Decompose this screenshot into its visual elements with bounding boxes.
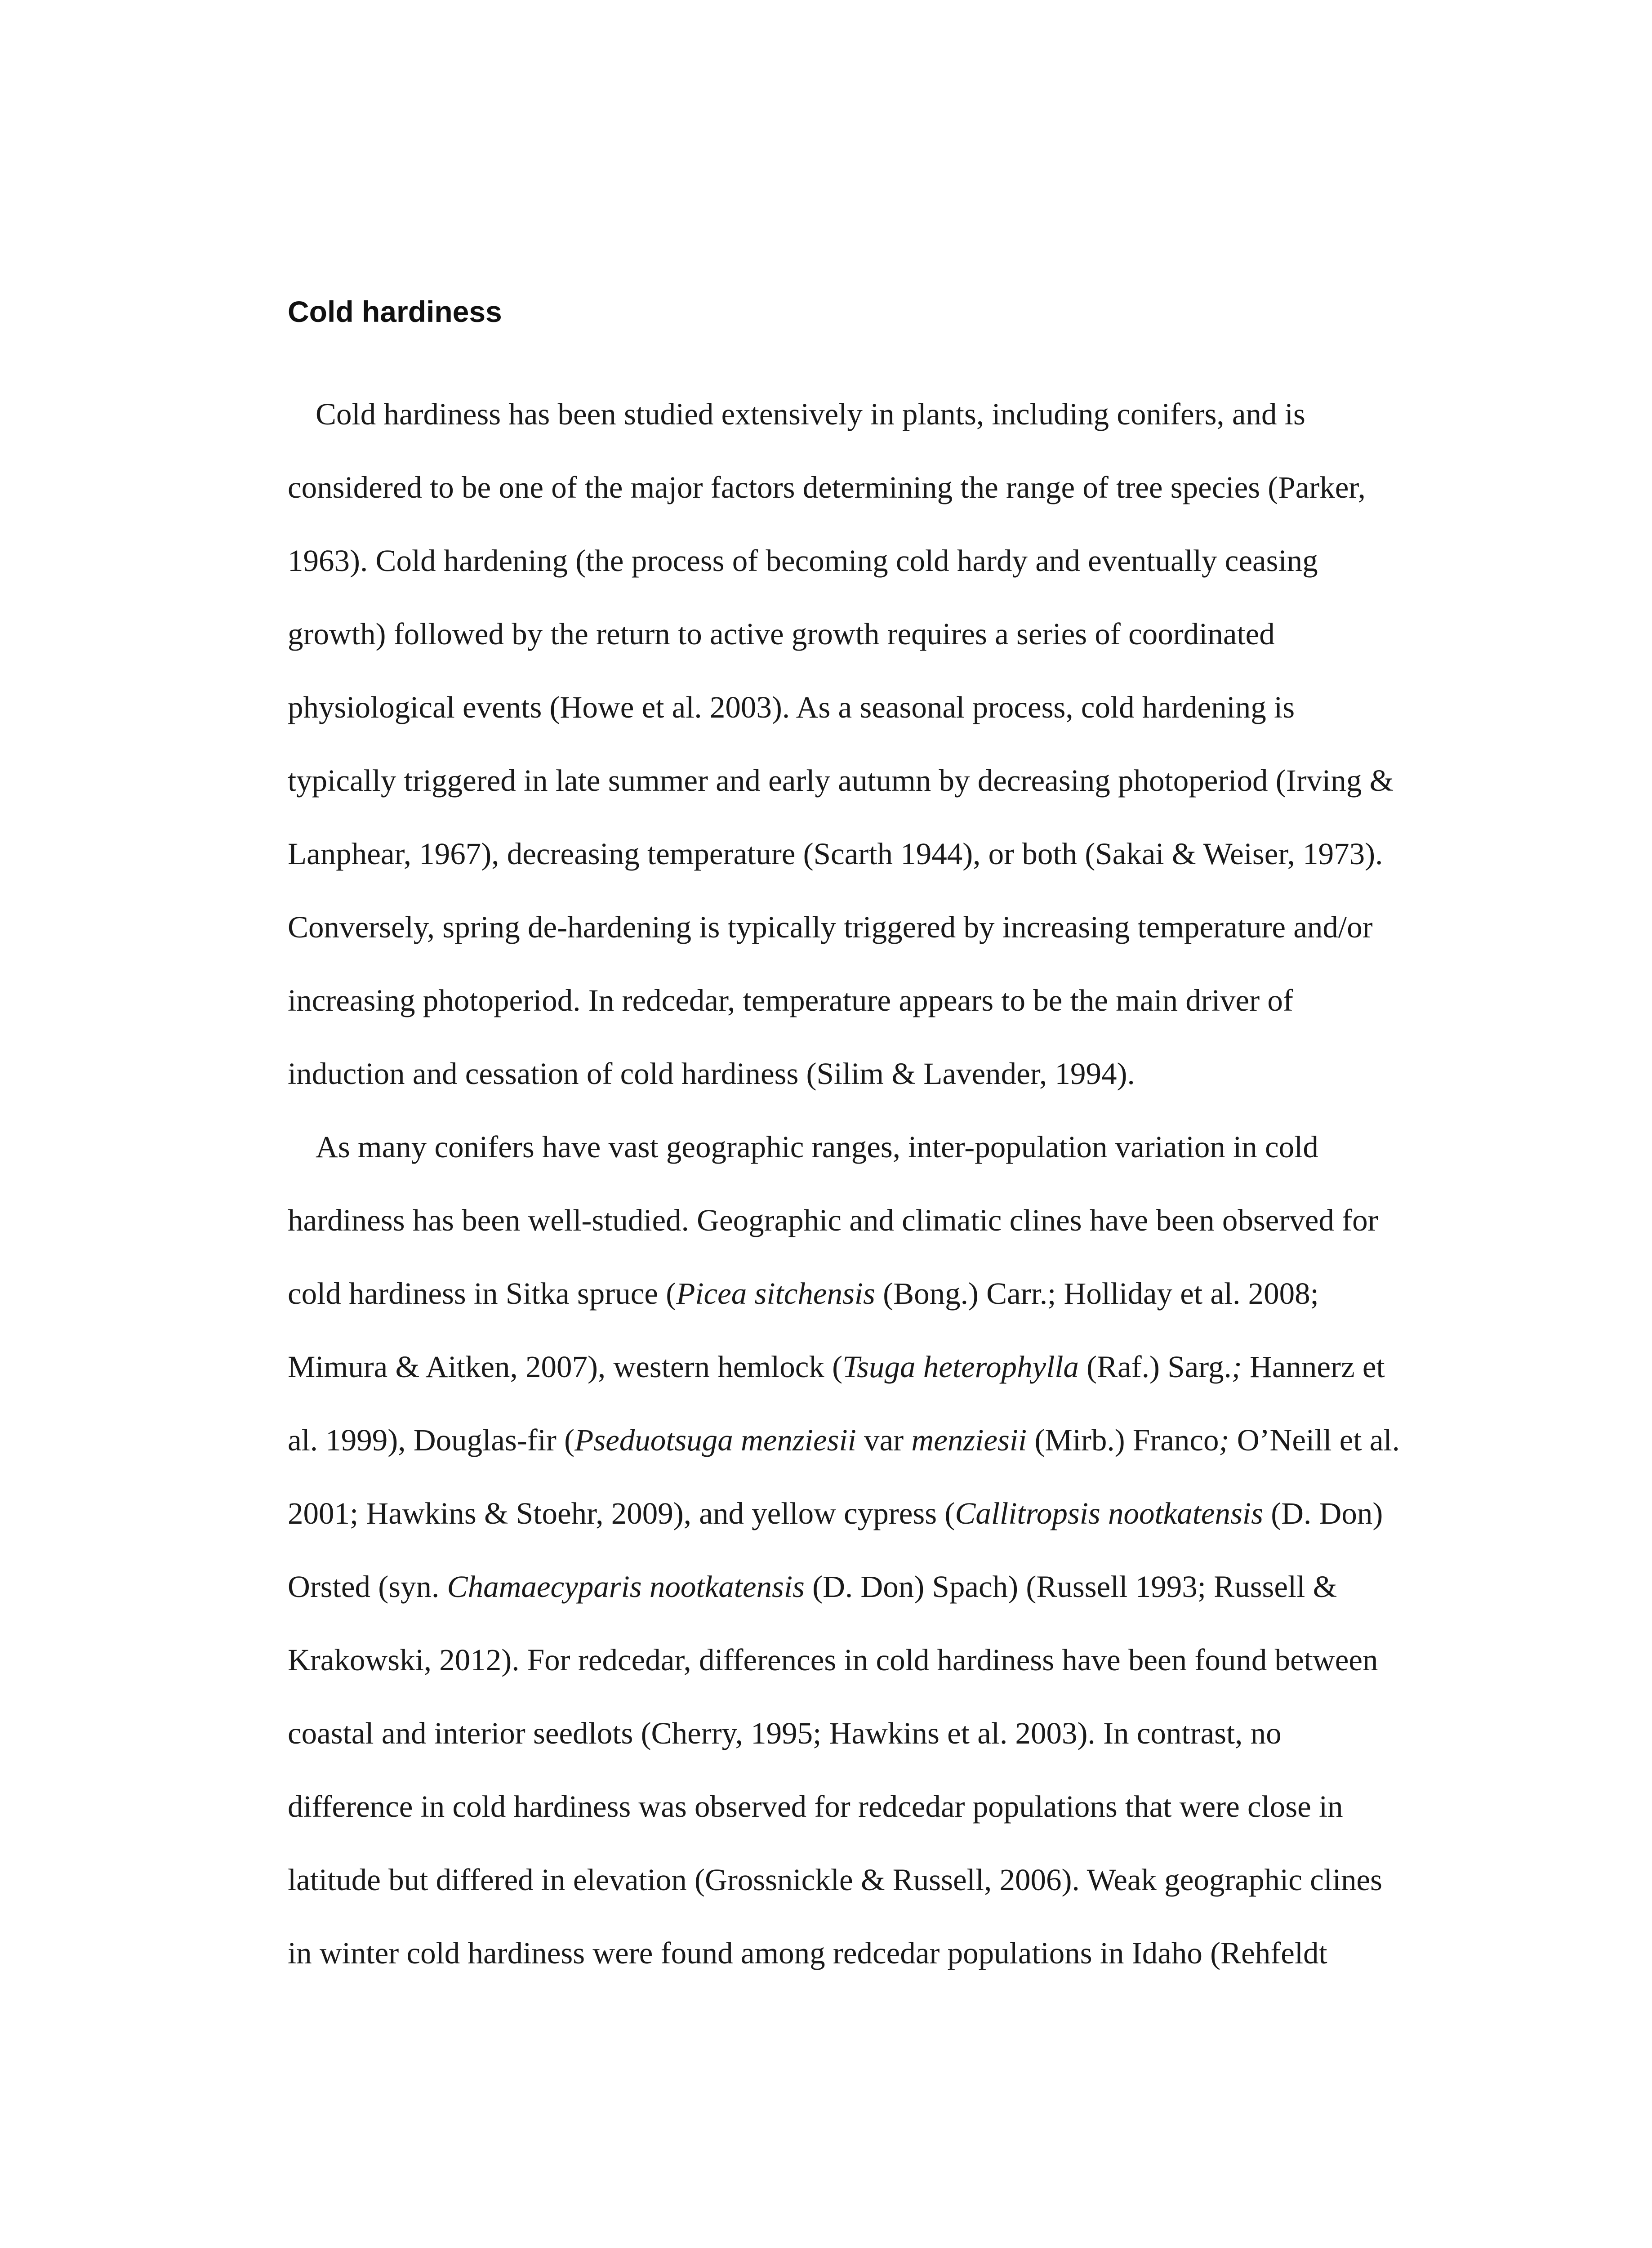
text-line [288, 744, 1438, 817]
body-text [288, 378, 1438, 1990]
text-segment: O’Neill et al. [1229, 1423, 1400, 1457]
text-line [288, 1111, 1438, 1184]
text-segment: (D. Don) [1263, 1496, 1383, 1530]
text-segment: 1963). Cold hardening (the process of becoming cold hardy and eventually ceasing [288, 544, 1318, 578]
text-segment: Mimura & Aitken, 2007), western hemlock ( [288, 1350, 843, 1384]
text-segment: Hannerz et [1242, 1350, 1385, 1384]
text-segment: As many conifers have vast geographic ranges, inter-population variation in cold [316, 1130, 1318, 1164]
text-line [288, 1184, 1438, 1257]
italic-text: Picea sitchensis [676, 1276, 875, 1311]
text-line [288, 1330, 1438, 1404]
text-segment: considered to be one of the major factors determining the range of tree species (Parker, [288, 470, 1366, 504]
text-line [288, 1477, 1438, 1550]
text-segment: coastal and interior seedlots (Cherry, 1995; Hawkins et al. 2003). In contrast, no [288, 1716, 1282, 1750]
italic-text: ; [1231, 1350, 1242, 1384]
italic-text: Chamaecyparis nootkatensis [447, 1570, 805, 1604]
text-segment: al. 1999), Douglas-fir ( [288, 1423, 575, 1457]
text-segment: in winter cold hardiness were found among redcedar populations in Idaho (Rehfeldt [288, 1936, 1327, 1970]
text-segment: induction and cessation of cold hardiness (Silim & Lavender, 1994). [288, 1057, 1135, 1091]
text-segment: 2001; Hawkins & Stoehr, 2009), and yellow cypress ( [288, 1496, 955, 1530]
text-segment: hardiness has been well-studied. Geographic and climatic clines have been observed for [288, 1203, 1378, 1237]
text-line [288, 1843, 1438, 1917]
text-segment: Conversely, spring de-hardening is typically triggered by increasing temperature and/or [288, 910, 1373, 944]
text-line [288, 378, 1438, 451]
text-segment: (Bong.) Carr.; Holliday et al. 2008; [875, 1276, 1319, 1311]
text-segment: var [856, 1423, 912, 1457]
text-segment: growth) followed by the return to active growth requires a series of coordinated [288, 617, 1275, 651]
text-line [288, 817, 1438, 891]
text-line [288, 1550, 1438, 1624]
text-segment: increasing photoperiod. In redcedar, temperature appears to be the main driver of [288, 983, 1293, 1017]
text-line [288, 524, 1438, 598]
text-segment: (Raf.) Sarg. [1078, 1350, 1232, 1384]
text-line [288, 1404, 1438, 1477]
text-line [288, 451, 1438, 524]
italic-text: Pseduotsuga menziesii [574, 1423, 856, 1457]
text-line [288, 598, 1438, 671]
text-segment: typically triggered in late summer and early autumn by decreasing photoperiod (Irving & [288, 763, 1394, 798]
text-segment: Cold hardiness has been studied extensively in plants, including conifers, and is [316, 397, 1305, 431]
italic-text: Callitropsis nootkatensis [955, 1496, 1263, 1530]
text-segment: physiological events (Howe et al. 2003). As a seasonal process, cold hardening is [288, 690, 1295, 724]
text-line [288, 1770, 1438, 1843]
italic-text: menziesii [911, 1423, 1027, 1457]
text-line [288, 1257, 1438, 1330]
text-segment: Orsted (syn. [288, 1570, 447, 1604]
section-heading: Cold hardiness [288, 295, 502, 328]
text-line [288, 1917, 1438, 1990]
text-line [288, 891, 1438, 964]
text-line [288, 1037, 1438, 1111]
text-segment: difference in cold hardiness was observed for redcedar populations that were close in [288, 1789, 1343, 1824]
text-line [288, 964, 1438, 1037]
text-segment: cold hardiness in Sitka spruce ( [288, 1276, 677, 1311]
text-segment: (D. Don) Spach) (Russell 1993; Russell & [804, 1570, 1337, 1604]
text-segment: latitude but differed in elevation (Grossnickle & Russell, 2006). Weak geographic clines [288, 1863, 1383, 1897]
text-segment: (Mirb.) Franco [1027, 1423, 1219, 1457]
text-line [288, 1697, 1438, 1770]
italic-text: ; [1219, 1423, 1229, 1457]
text-segment: Krakowski, 2012). For redcedar, differences in cold hardiness have been found between [288, 1643, 1378, 1677]
text-segment: Lanphear, 1967), decreasing temperature (Scarth 1944), or both (Sakai & Weiser, 1973). [288, 837, 1383, 871]
italic-text: Tsuga heterophylla [842, 1350, 1079, 1384]
text-line [288, 671, 1438, 744]
text-line [288, 1624, 1438, 1697]
